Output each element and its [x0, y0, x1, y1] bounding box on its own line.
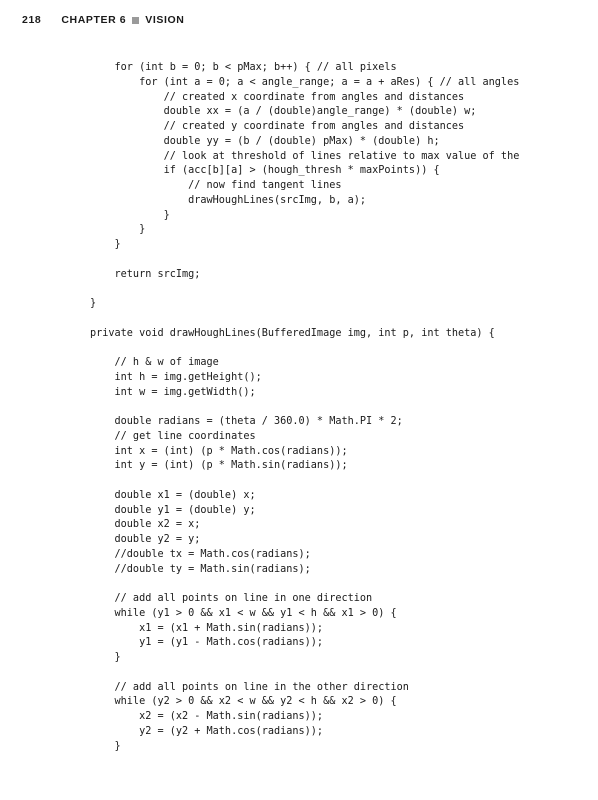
code-line — [90, 282, 590, 297]
code-line: for (int b = 0; b < pMax; b++) { // all pixels — [90, 62, 397, 73]
code-line — [90, 400, 590, 415]
square-separator-icon — [132, 17, 139, 24]
code-line: drawHoughLines(srcImg, b, a); — [90, 194, 367, 206]
code-line: // now find tangent lines — [90, 180, 342, 191]
code-line: double x1 = (double) x; — [90, 489, 256, 501]
code-line: double yy = (b / (double) pMax) * (double) h; — [90, 135, 440, 147]
code-line: int y = (int) (p * Math.sin(radians)); — [90, 460, 348, 472]
code-line: return srcImg; — [90, 268, 201, 280]
code-line — [90, 577, 590, 592]
code-line: // created y coordinate from angles and distances — [90, 121, 465, 132]
code-line: double radians = (theta / 360.0) * Math.PI * 2; — [90, 416, 403, 427]
code-line: // add all points on line in the other direction — [90, 681, 409, 693]
code-line — [90, 474, 590, 489]
code-line: //double ty = Math.sin(radians); — [90, 563, 311, 575]
code-line: if (acc[b][a] > (hough_thresh * maxPoints)) { — [90, 165, 440, 177]
running-head — [22, 12, 184, 28]
code-line: // h & w of image — [90, 357, 219, 368]
code-line: } — [90, 740, 121, 752]
code-line: int w = img.getWidth(); — [90, 386, 256, 398]
code-line: y2 = (y2 + Math.cos(radians)); — [90, 725, 324, 737]
code-line — [90, 312, 590, 327]
code-line: double x2 = x; — [90, 519, 201, 531]
code-line: while (y2 > 0 && x2 < w && y2 < h && x2 > 0) { — [90, 696, 397, 708]
code-line: for (int a = 0; a < angle_range; a = a + aRes) { // all angles — [90, 76, 520, 88]
code-line: } — [90, 652, 121, 663]
code-line: } — [90, 209, 170, 221]
code-line — [90, 666, 590, 681]
chapter-title: VISION — [145, 14, 185, 26]
code-line: int x = (int) (p * Math.cos(radians)); — [90, 445, 348, 457]
code-line: } — [90, 239, 121, 250]
code-line: double y1 = (double) y; — [90, 504, 256, 516]
code-line: double xx = (a / (double)angle_range) * (double) w; — [90, 106, 477, 118]
code-line — [90, 253, 590, 268]
code-line: // add all points on line in one direction — [90, 593, 373, 604]
code-line: // look at threshold of lines relative to max value of the — [90, 150, 520, 162]
code-line: x2 = (x2 - Math.sin(radians)); — [90, 711, 324, 722]
code-line: } — [90, 298, 97, 309]
page-number: 218 — [22, 14, 42, 26]
code-line: // get line coordinates — [90, 430, 256, 442]
code-line: x1 = (x1 + Math.sin(radians)); — [90, 622, 324, 634]
code-listing — [90, 61, 590, 754]
chapter-label: CHAPTER 6 — [61, 14, 127, 26]
code-line: while (y1 > 0 && x1 < w && y1 < h && x1 > 0) { — [90, 607, 397, 619]
code-line: //double tx = Math.cos(radians); — [90, 548, 311, 560]
code-line: // created x coordinate from angles and distances — [90, 91, 465, 103]
code-line: double y2 = y; — [90, 534, 201, 545]
code-line: int h = img.getHeight(); — [90, 371, 262, 383]
code-line — [90, 341, 590, 356]
code-line: } — [90, 224, 146, 236]
code-line: private void drawHoughLines(BufferedImage img, int p, int theta) { — [90, 327, 495, 339]
code-line: y1 = (y1 - Math.cos(radians)); — [90, 637, 324, 649]
